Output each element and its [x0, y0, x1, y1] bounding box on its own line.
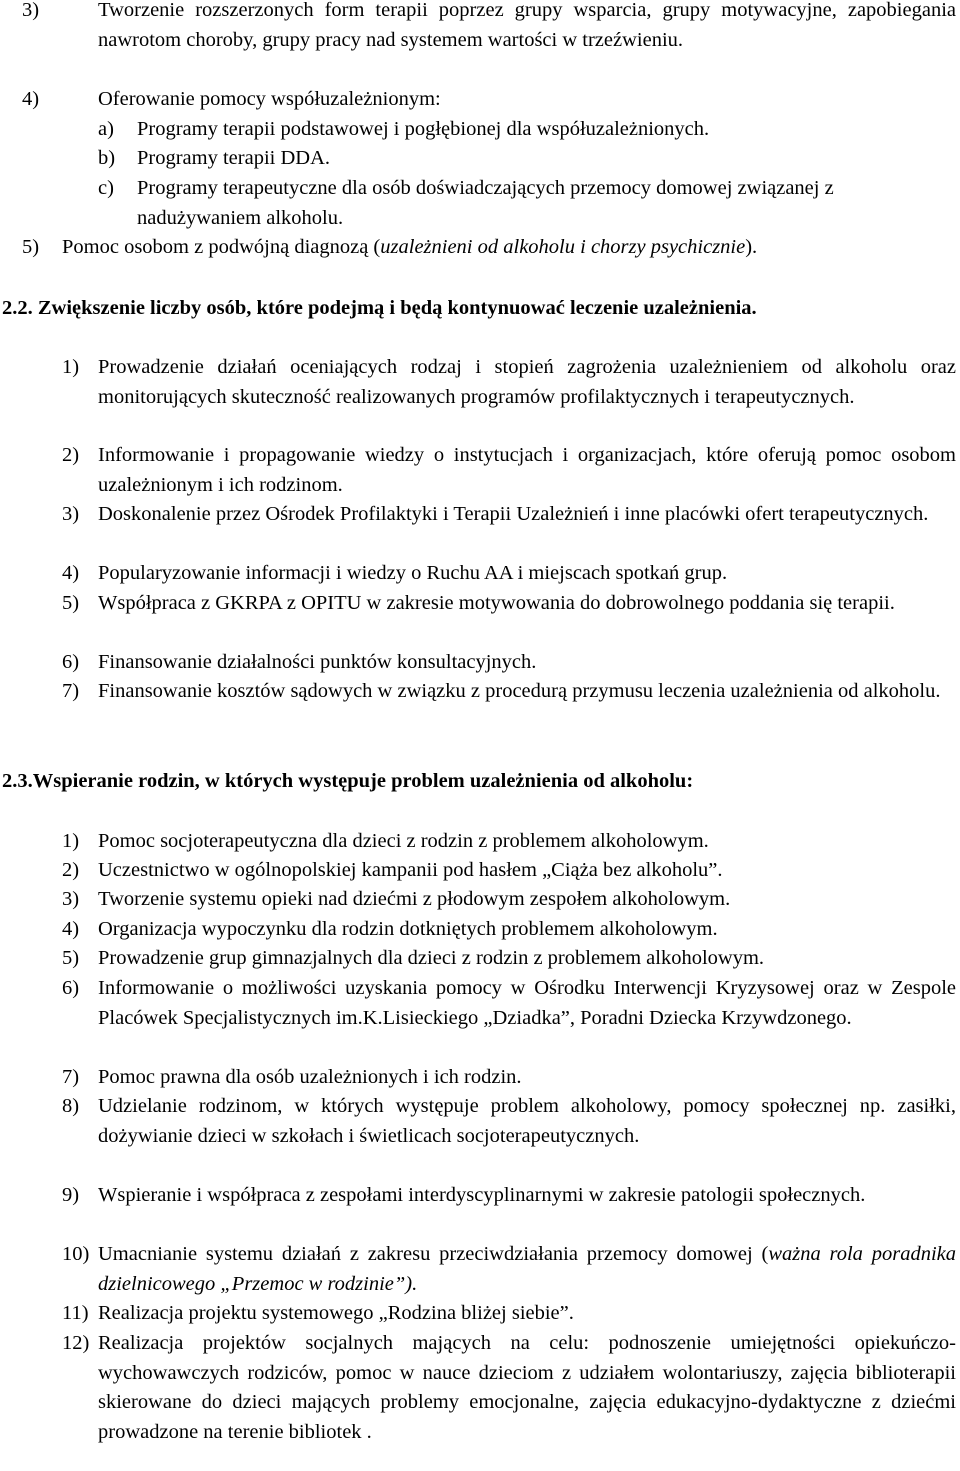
italic-segment: uzależnieni od alkoholu i chorzy psychicznie [380, 236, 746, 258]
list-number: 8) [62, 1095, 80, 1117]
list-number: 6) [62, 977, 80, 999]
list-item [0, 441, 956, 500]
list-text: Programy terapii podstawowej i pogłębionej dla współuzależnionych. [137, 118, 710, 140]
list-number: 6) [62, 651, 80, 673]
list-item [0, 1181, 956, 1211]
list-item [0, 827, 956, 857]
list-number: 4) [62, 562, 80, 584]
list-number: 5) [62, 947, 80, 969]
list-item [0, 233, 956, 263]
list-text: Finansowanie działalności punktów konsultacyjnych. [98, 651, 537, 673]
list-number: 5) [62, 592, 80, 614]
list-number: 9) [62, 1184, 80, 1206]
list-text: Wspieranie i współpraca z zespołami interdyscyplinarnymi w zakresie patologii społecznych. [98, 1184, 866, 1206]
list-number: 7) [62, 1066, 80, 1088]
list-number: 10) [62, 1243, 90, 1265]
list-item [0, 677, 956, 707]
list-letter: a) [98, 118, 114, 140]
italic-segment: ważna rola poradnika dzielnicowego „Przemoc w rodzinie”). [98, 1243, 956, 1295]
list-text: Udzielanie rodzinom, w których występuje problem alkoholowy, pomocy społecznej np. zasiłki, dożywianie dzieci w szkołach i świetlicach socjoterapeutycznych. [98, 1095, 956, 1147]
text-segment: ). [745, 236, 758, 258]
section-heading: 2.3.Wspieranie rodzin, w których występuje problem uzależnienia od alkoholu: [2, 770, 694, 792]
list-item [0, 174, 956, 233]
list-text: Tworzenie rozszerzonych form terapii poprzez grupy wsparcia, grupy motywacyjne, zapobiegania nawrotom choroby, grupy pracy nad systemem wartości w trzeźwieniu. [98, 0, 956, 51]
list-item [0, 500, 956, 530]
list-number: 4) [22, 88, 40, 110]
list-item [0, 85, 956, 115]
list-text: Informowanie o możliwości uzyskania pomocy w Ośrodku Interwencji Kryzysowej oraz w Zespole Placówek Specjalistycznych im.K.Lisieckiego „Dziadka”, Poradni Dziecka Krzywdzonego. [98, 977, 956, 1029]
list-item [0, 944, 956, 974]
list-item [0, 974, 956, 1033]
list-text: Programy terapeutyczne dla osób doświadczających przemocy domowej związanej z nadużywaniem alkoholu. [137, 177, 834, 229]
list-text: Tworzenie systemu opieki nad dziećmi z płodowym zespołem alkoholowym. [98, 888, 731, 910]
list-text: Prowadzenie działań oceniających rodzaj i stopień zagrożenia uzależnieniem od alkoholu oraz monitorujących skuteczność realizowanych programów profilaktycznych i terapeutycznych. [98, 356, 956, 408]
list-text [0, 233, 956, 263]
list-text: Informowanie i propagowanie wiedzy o instytucjach i organizacjach, które oferują pomoc osobom uzależnionym i ich rodzinom. [98, 444, 956, 496]
list-letter: c) [98, 177, 114, 199]
list-text: Uczestnictwo w ogólnopolskiej kampanii pod hasłem „Ciąża bez alkoholu”. [98, 859, 723, 881]
list-number: 1) [62, 830, 80, 852]
list-item [0, 1092, 956, 1151]
list-item [0, 589, 956, 619]
section-heading: 2.2. Zwiększenie liczby osób, które podejmą i będą kontynuować leczenie uzależnienia. [2, 297, 757, 319]
list-number: 1) [62, 356, 80, 378]
list-text: Pomoc prawna dla osób uzależnionych i ich rodzin. [98, 1066, 522, 1088]
list-item [0, 115, 956, 145]
list-text: Programy terapii DDA. [137, 147, 330, 169]
list-text: Prowadzenie grup gimnazjalnych dla dzieci z rodzin z problemem alkoholowym. [98, 947, 765, 969]
list-number: 3) [62, 888, 80, 910]
list-number: 11) [62, 1302, 89, 1324]
list-item [0, 915, 956, 945]
list-text: Popularyzowanie informacji i wiedzy o Ruchu AA i miejscach spotkań grup. [98, 562, 728, 584]
list-text: Współpraca z GKRPA z OPITU w zakresie motywowania do dobrowolnego poddania się terapii. [98, 592, 895, 614]
list-text: Finansowanie kosztów sądowych w związku z procedurą przymusu leczenia uzależnienia od alkoholu. [98, 680, 941, 702]
list-item [0, 144, 956, 174]
list-text: Pomoc socjoterapeutyczna dla dzieci z rodzin z problemem alkoholowym. [98, 830, 709, 852]
list-number: 7) [62, 680, 80, 702]
list-number: 2) [62, 859, 80, 881]
list-text: Organizacja wypoczynku dla rodzin dotkniętych problemem alkoholowym. [98, 918, 718, 940]
list-number: 3) [22, 0, 40, 21]
list-number: 2) [62, 444, 80, 466]
list-item [0, 559, 956, 589]
list-item [0, 1063, 956, 1093]
list-text [0, 1240, 956, 1299]
list-item [0, 1329, 956, 1447]
list-text: Realizacja projektu systemowego „Rodzina bliżej siebie”. [98, 1302, 574, 1324]
list-item [0, 0, 956, 55]
list-text: Oferowanie pomocy współuzależnionym: [98, 88, 441, 110]
list-letter: b) [98, 147, 116, 169]
list-item [0, 1299, 956, 1329]
list-number: 12) [62, 1332, 90, 1354]
text-segment: Umacnianie systemu działań z zakresu przeciwdziałania przemocy domowej ( [98, 1243, 769, 1265]
list-number: 3) [62, 503, 80, 525]
list-item [0, 885, 956, 915]
list-text: Doskonalenie przez Ośrodek Profilaktyki i Terapii Uzależnień i inne placówki ofert terapeutycznych. [98, 503, 929, 525]
list-text: Realizacja projektów socjalnych mających na celu: podnoszenie umiejętności opiekuńczo-wychowawczych rodziców, pomoc w nauce dzieciom z udziałem wolontariuszy, zajęcia biblioterapii skierowane do dzieci mających problemy emocjonalne, zajęcia edukacyjno-dydaktyczne z dziećmi prowadzone na terenie bibliotek . [98, 1332, 956, 1443]
list-item [0, 856, 956, 886]
list-number: 4) [62, 918, 80, 940]
list-item [0, 648, 956, 678]
list-item [0, 1240, 956, 1299]
list-number: 5) [22, 236, 40, 258]
text-segment: Pomoc osobom z podwójną diagnozą ( [62, 236, 381, 258]
list-item [0, 353, 956, 412]
